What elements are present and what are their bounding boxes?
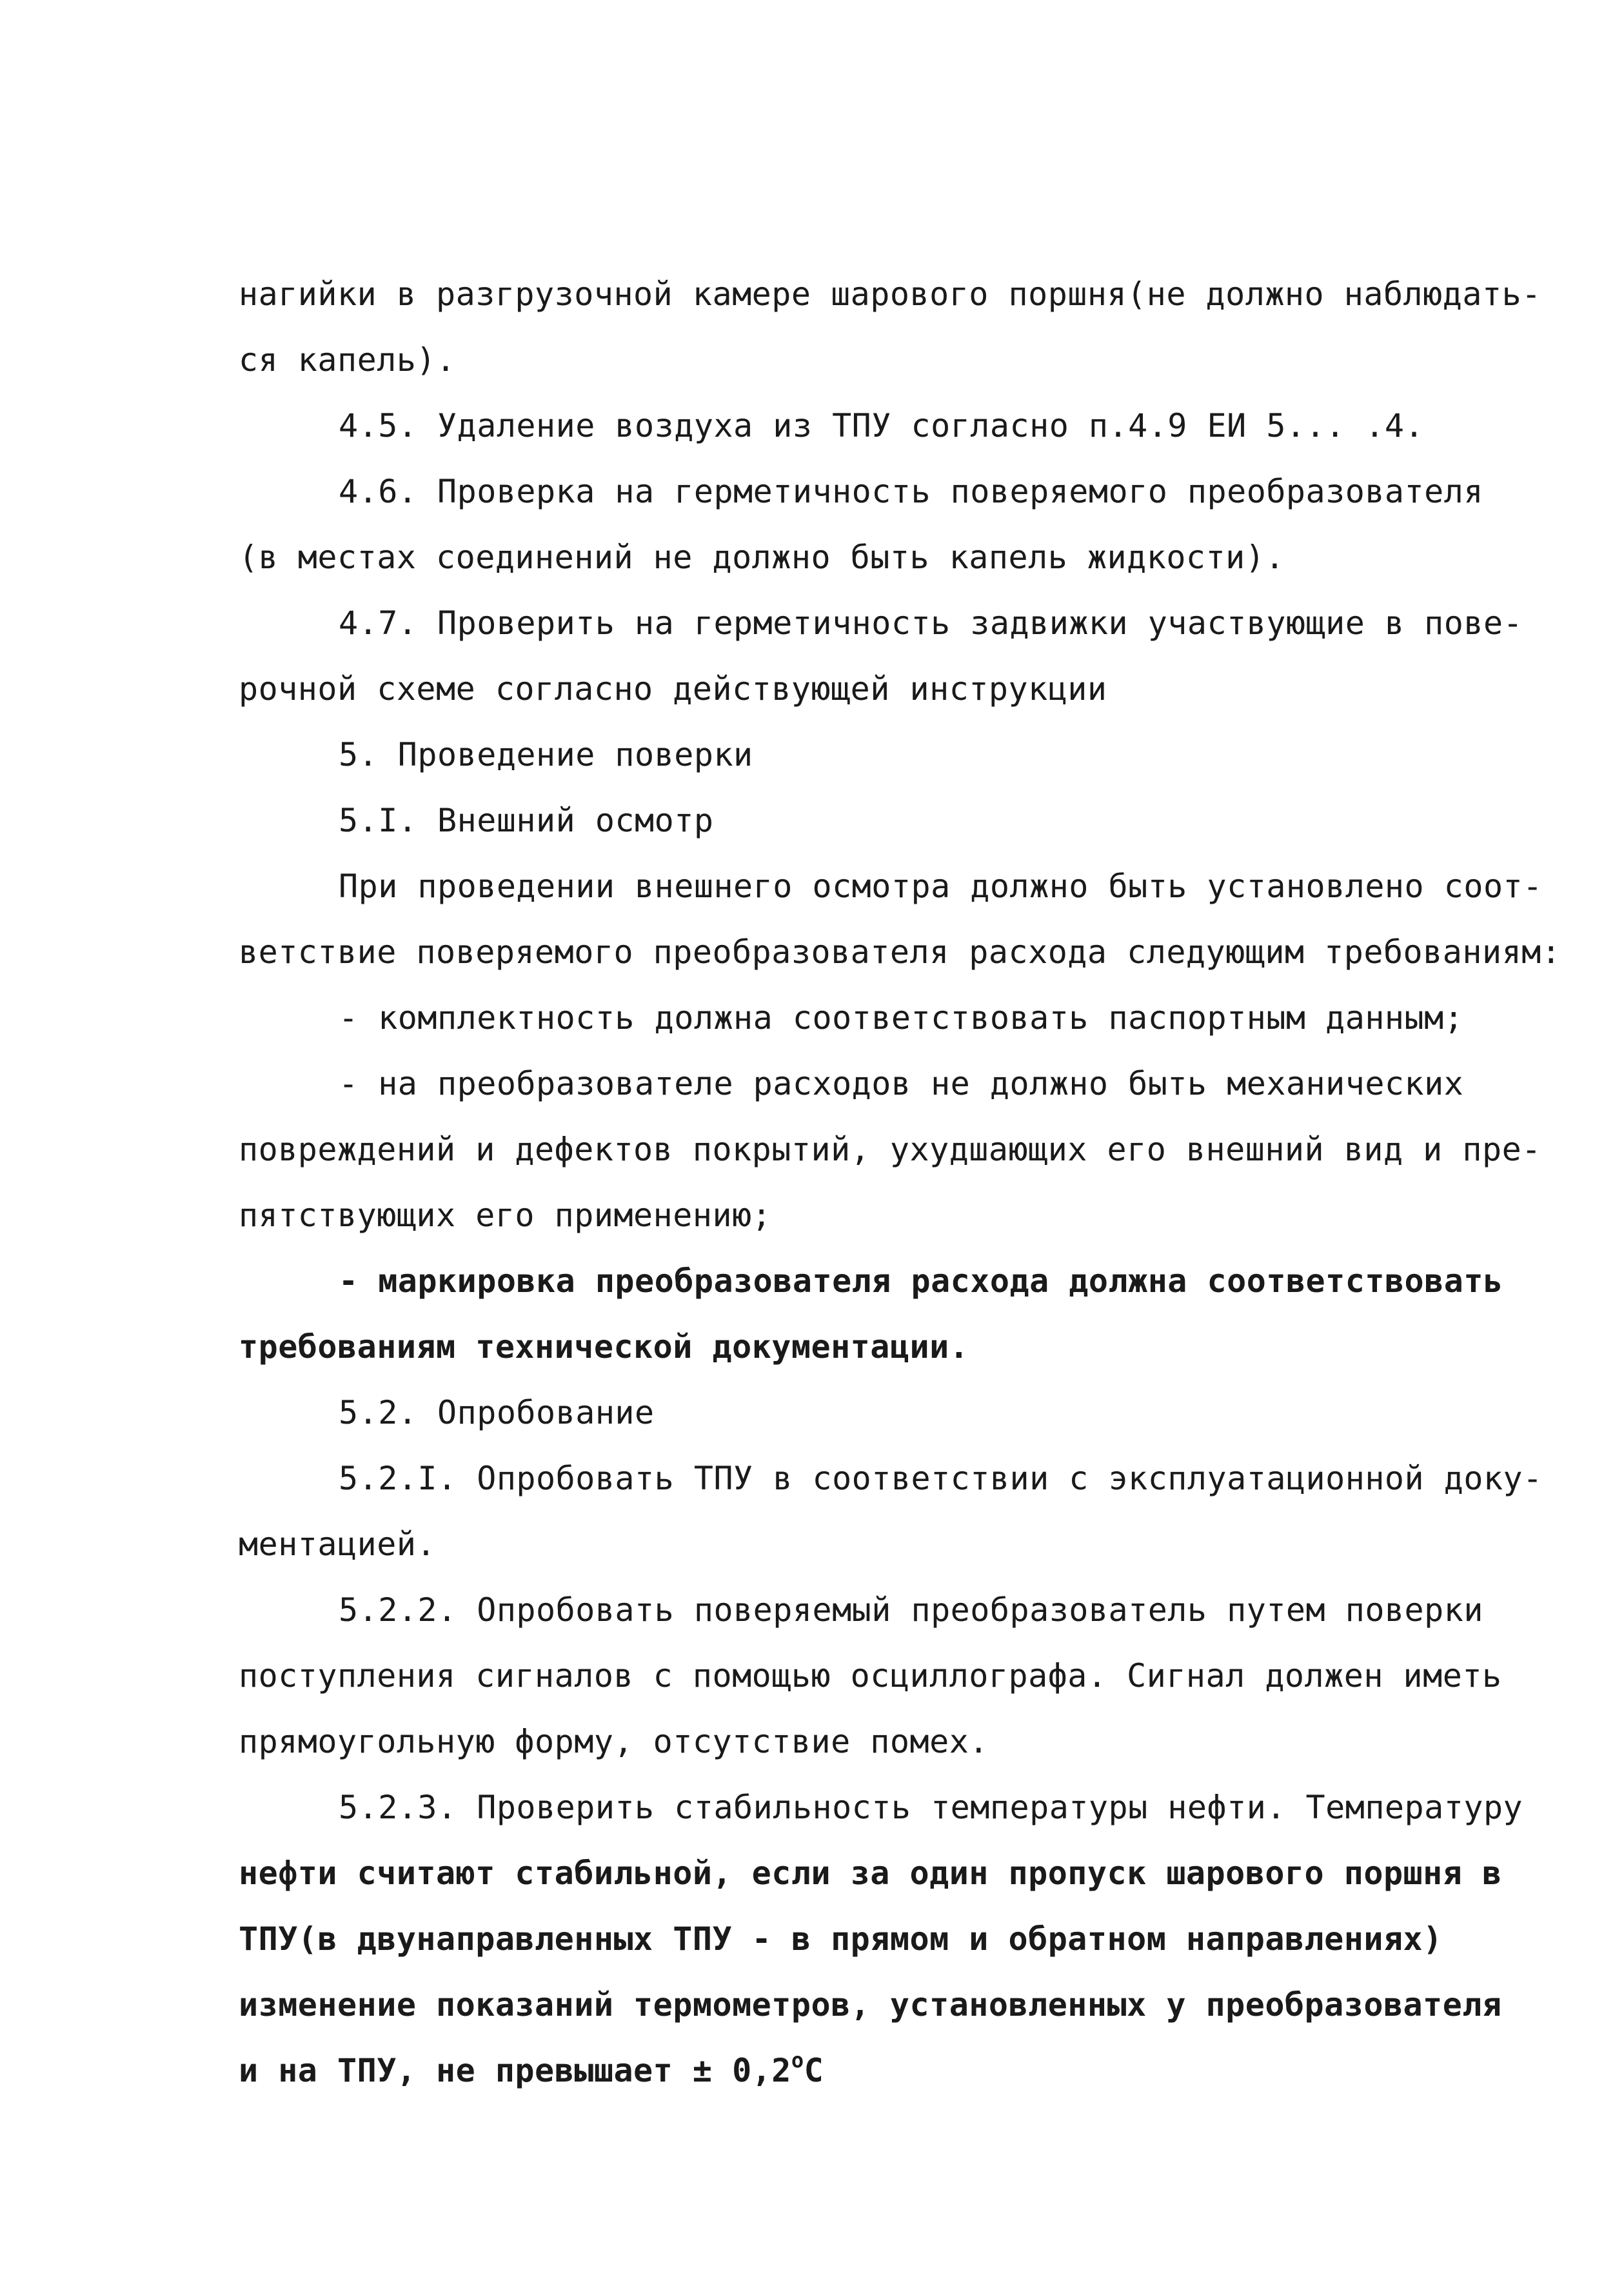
text-line: [239, 656, 1561, 722]
text-line: [239, 1972, 1561, 2038]
text-line: [239, 261, 1561, 327]
text-line-content: ся капель).: [239, 341, 456, 379]
text-line-content: и на ТПУ, не превышает ± 0,2: [239, 2052, 791, 2089]
text-line: [239, 1248, 1561, 1314]
text-line: [239, 1577, 1561, 1643]
text-line-content: - комплектность должна соответствовать паспортным данным;: [339, 999, 1464, 1037]
text-line: [239, 590, 1561, 656]
text-line-content: требованиям технической документации.: [239, 1328, 969, 1366]
text-line: [239, 853, 1561, 919]
text-line: [239, 524, 1561, 590]
text-line-content: 5.2.I. Опробовать ТПУ в соответствии с эксплуатационной доку-: [339, 1460, 1543, 1497]
text-line-content: нагийки в разгрузочной камере шарового поршня(не должно наблюдать-: [239, 275, 1541, 313]
text-line-content: повреждений и дефектов покрытий, ухудшающих его внешний вид и пре-: [239, 1131, 1541, 1168]
text-line-content: 5. Проведение поверки: [339, 736, 753, 773]
text-line-content: прямоугольную форму, отсутствие помех.: [239, 1723, 989, 1760]
text-line-content: 5.2.2. Опробовать поверяемый преобразователь путем поверки: [339, 1591, 1483, 1629]
text-line-content: ТПУ(в двунаправленных ТПУ - в прямом и обратном направлениях): [239, 1920, 1443, 1958]
degree-superscript: о: [791, 2048, 804, 2073]
text-line: [239, 1511, 1561, 1577]
text-line-content: нефти считают стабильной, если за один пропуск шарового поршня в: [239, 1854, 1502, 1892]
text-line: [239, 1709, 1561, 1775]
text-line: [239, 393, 1561, 459]
text-line: [239, 1182, 1561, 1248]
text-line: [239, 1775, 1561, 1840]
text-line: [239, 1906, 1561, 1972]
text-line: [239, 2038, 1561, 2103]
text-line-content: ветствие поверяемого преобразователя расхода следующим требованиям:: [239, 933, 1561, 971]
text-line-content: - маркировка преобразователя расхода должна соответствовать: [339, 1262, 1503, 1300]
text-line-content: пятствующих его применению;: [239, 1197, 772, 1234]
text-line-content: 5.I. Внешний осмотр: [339, 802, 714, 839]
text-line-content: изменение показаний термометров, установленных у преобразователя: [239, 1986, 1502, 2023]
text-line-content: 4.5. Удаление воздуха из ТПУ согласно п.4.9 ЕИ 5... .4.: [339, 407, 1425, 444]
text-line-content: 5.2. Опробование: [339, 1394, 655, 1431]
text-line: [239, 459, 1561, 524]
text-line-content: 4.6. Проверка на герметичность поверяемого преобразователя: [339, 473, 1483, 510]
text-line: [239, 1643, 1561, 1709]
text-line-content: 5.2.3. Проверить стабильность температуры нефти. Температуру: [339, 1789, 1523, 1826]
text-line-content: При проведении внешнего осмотра должно быть установлено соот-: [339, 868, 1543, 905]
text-line: [239, 1380, 1561, 1446]
text-line: [239, 1314, 1561, 1380]
text-line: [239, 1051, 1561, 1117]
unit-suffix: С: [804, 2052, 824, 2089]
text-line: [239, 1840, 1561, 1906]
text-line-content: ментацией.: [239, 1526, 437, 1563]
text-line-content: 4.7. Проверить на герметичность задвижки участвующие в пове-: [339, 604, 1523, 642]
text-line: [239, 919, 1561, 985]
text-line-content: - на преобразователе расходов не должно быть механических: [339, 1065, 1464, 1102]
text-line: [239, 722, 1561, 788]
text-line: [239, 1117, 1561, 1182]
text-line-content: (в местах соединений не должно быть капель жидкости).: [239, 539, 1285, 576]
document-body: [239, 261, 1561, 2103]
text-line: [239, 788, 1561, 853]
text-line-content: рочной схеме согласно действующей инструкции: [239, 670, 1107, 708]
text-line: [239, 1446, 1561, 1511]
text-line: [239, 985, 1561, 1051]
text-line-content: поступления сигналов с помощью осциллографа. Сигнал должен иметь: [239, 1657, 1502, 1695]
text-line: [239, 327, 1561, 393]
